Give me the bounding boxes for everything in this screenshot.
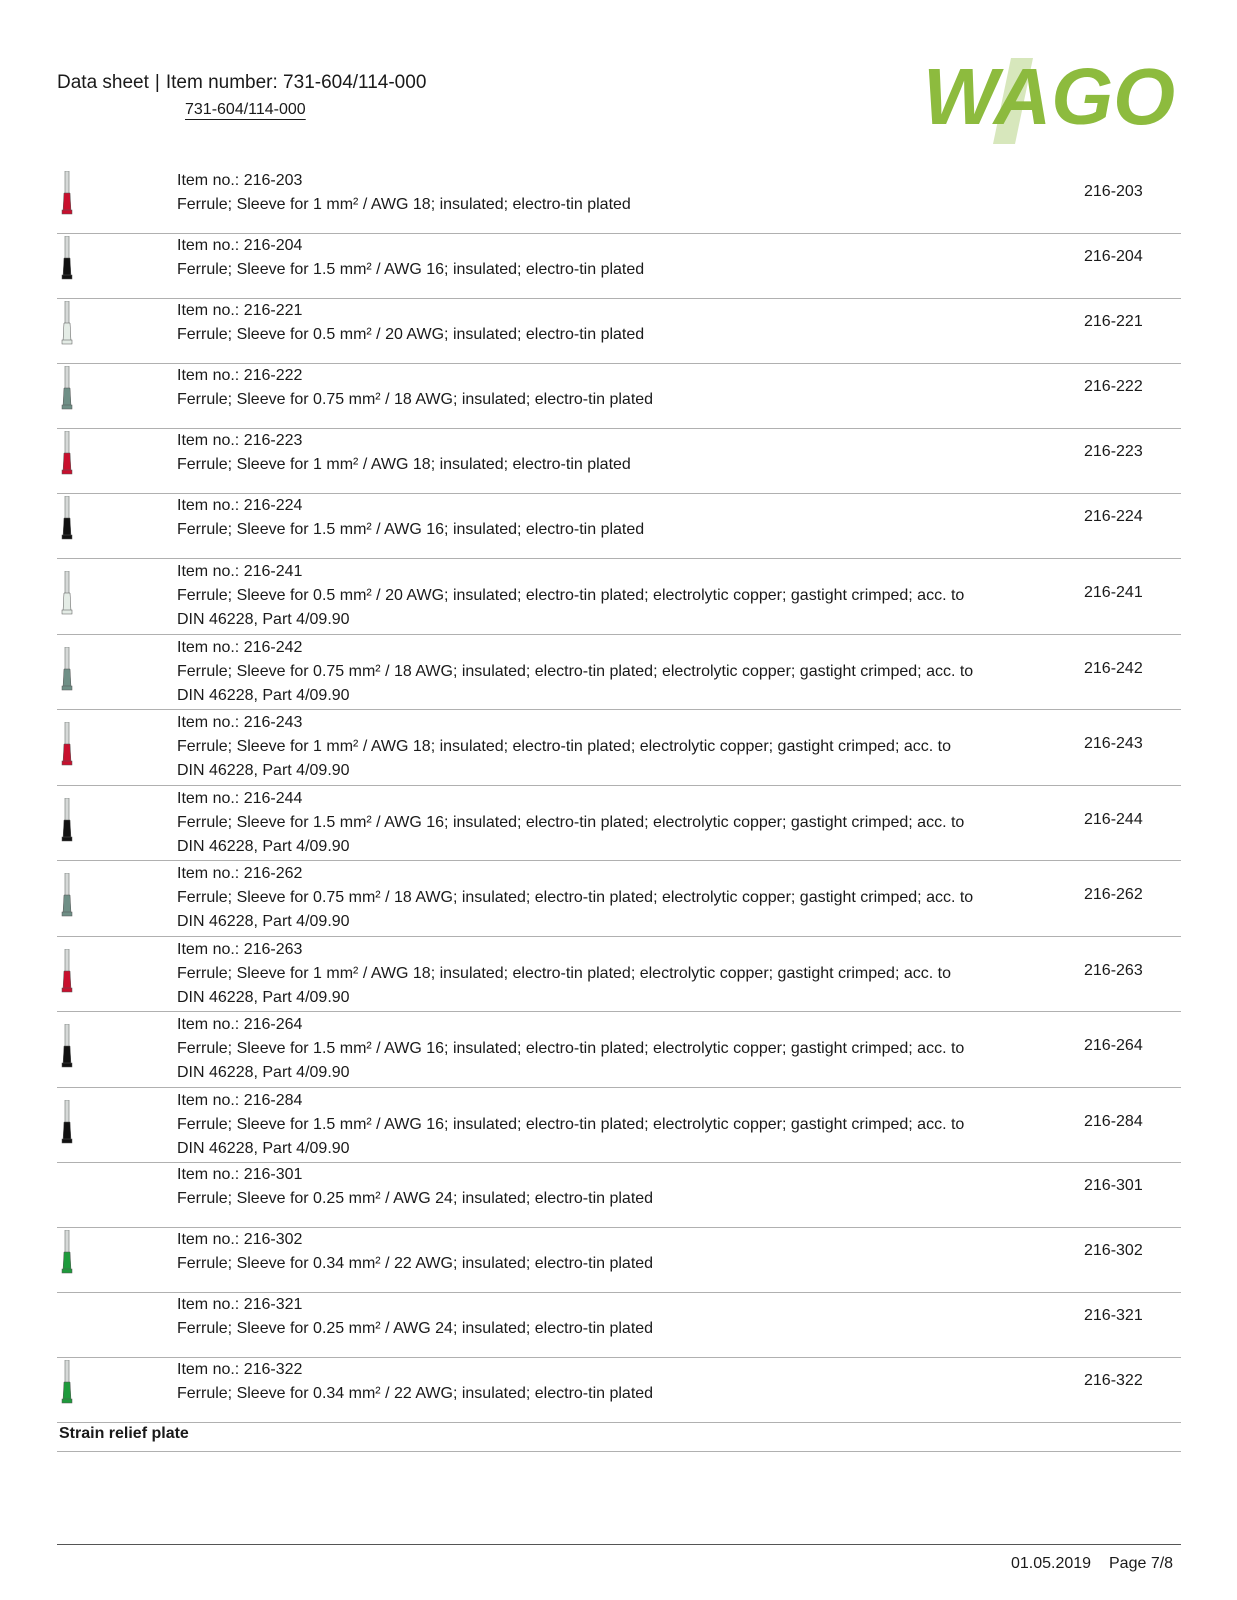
item-description: Ferrule; Sleeve for 1.5 mm² / AWG 16; insulated; electro-tin plated; electrolytic copper; gastight crimped; acc. to DIN 46228, Part 4/09.90 [177,813,965,855]
item-description: Ferrule; Sleeve for 1.5 mm² / AWG 16; insulated; electro-tin plated [177,521,645,538]
item-code: 216-224 [1084,508,1143,525]
item-description: Ferrule; Sleeve for 0.34 mm² / 22 AWG; insulated; electro-tin plated [177,1255,654,1272]
list-item [57,710,1181,786]
list-item [57,635,1181,711]
ferrule-image [59,647,75,691]
item-description: Ferrule; Sleeve for 0.25 mm² / AWG 24; insulated; electro-tin plated [177,1190,654,1207]
item-number: Item no.: 216-224 [177,497,303,514]
item-description-block [177,1293,976,1341]
item-number: Item no.: 216-284 [177,1091,303,1109]
list-item [57,1088,1181,1164]
item-description-block [177,429,976,477]
ferrule-image [59,1230,75,1274]
ferrule-image [59,1360,75,1404]
list-item [57,494,1181,559]
item-code: 216-263 [1084,961,1143,979]
title-separator: | [154,72,160,93]
item-description-block [177,560,976,632]
item-description-block [177,711,976,783]
item-code: 216-321 [1084,1307,1143,1324]
footer-date: 01.05.2019 [1011,1555,1092,1572]
item-description: Ferrule; Sleeve for 1.5 mm² / AWG 16; insulated; electro-tin plated [177,261,645,278]
list-item [57,786,1181,862]
item-code: 216-264 [1084,1037,1143,1054]
item-number: Item no.: 216-223 [177,432,303,449]
item-code: 216-301 [1084,1177,1143,1194]
ferrule-image [59,1024,75,1068]
item-code: 216-243 [1084,735,1143,752]
list-item [57,1163,1181,1228]
item-description-block [177,862,976,934]
item-description-block [177,169,976,217]
item-number-link[interactable]: 731-604/114-000 [185,101,306,118]
footer-divider [57,1544,1181,1545]
footer-page-number: Page 7/8 [1109,1555,1174,1572]
item-description-block [177,1228,976,1276]
item-description: Ferrule; Sleeve for 0.34 mm² / 22 AWG; insulated; electro-tin plated [177,1385,654,1402]
list-item [57,364,1181,429]
list-item [57,559,1181,635]
item-description-block [177,1163,976,1211]
item-number: Item no.: 216-242 [177,638,303,656]
item-number: Item no.: 216-244 [177,789,303,807]
ferrule-image [59,571,75,615]
item-description: Ferrule; Sleeve for 0.75 mm² / 18 AWG; insulated; electro-tin plated; electrolytic copper; gastight crimped; acc. to DIN 46228, Part 4/09.90 [177,662,974,704]
item-description: Ferrule; Sleeve for 0.75 mm² / 18 AWG; insulated; electro-tin plated [177,391,654,408]
item-code: 216-204 [1084,248,1143,265]
item-description: Ferrule; Sleeve for 1.5 mm² / AWG 16; insulated; electro-tin plated; electrolytic copper; gastight crimped; acc. to DIN 46228, Part 4/09.90 [177,1040,965,1081]
item-description-block [177,364,976,412]
item-description: Ferrule; Sleeve for 0.5 mm² / 20 AWG; insulated; electro-tin plated; electrolytic copper; gastight crimped; acc. to DIN 46228, Part 4/09.90 [177,587,965,628]
item-code: 216-284 [1084,1112,1143,1130]
item-description: Ferrule; Sleeve for 1 mm² / AWG 18; insulated; electro-tin plated; electrolytic copper; gastight crimped; acc. to DIN 46228, Part 4/09.90 [177,738,951,779]
page-title [57,72,426,94]
list-item [57,861,1181,937]
ferrule-image [59,236,75,280]
item-code: 216-221 [1084,313,1143,330]
list-item [57,429,1181,494]
item-description: Ferrule; Sleeve for 1 mm² / AWG 18; insulated; electro-tin plated [177,456,631,473]
list-item [57,234,1181,299]
ferrule-image [59,949,75,993]
item-number: Item no.: 216-302 [177,1231,303,1248]
item-number: Item no.: 216-203 [177,172,303,189]
item-description: Ferrule; Sleeve for 1.5 mm² / AWG 16; insulated; electro-tin plated; electrolytic copper; gastight crimped; acc. to DIN 46228, Part 4/09.90 [177,1115,965,1157]
list-item [57,169,1181,234]
item-code: 216-242 [1084,659,1143,677]
item-number: Item no.: 216-221 [177,302,303,319]
item-code: 216-262 [1084,886,1143,903]
item-code: 216-302 [1084,1242,1143,1259]
item-number: Item no.: 216-321 [177,1296,303,1313]
item-description: Ferrule; Sleeve for 1 mm² / AWG 18; insulated; electro-tin plated; electrolytic copper; gastight crimped; acc. to DIN 46228, Part 4/09.90 [177,964,951,1006]
ferrule-image [59,873,75,917]
item-description-block [177,787,976,859]
wago-logo [923,58,1181,144]
item-code: 216-222 [1084,378,1143,395]
item-code: 216-223 [1084,443,1143,460]
accessory-list [57,169,1181,1452]
item-description: Ferrule; Sleeve for 0.75 mm² / 18 AWG; insulated; electro-tin plated; electrolytic copper; gastight crimped; acc. to DIN 46228, Part 4/09.90 [177,889,974,930]
ferrule-image [59,722,75,766]
wago-logo-text: WAGO [923,58,1175,141]
item-number: Item no.: 216-301 [177,1166,303,1183]
ferrule-image [59,798,75,842]
section-heading: Strain relief plate [57,1423,1181,1452]
list-item [57,299,1181,364]
item-code: 216-241 [1084,584,1143,601]
ferrule-image [59,431,75,475]
item-description-block [177,636,976,708]
list-item [57,1293,1181,1358]
doc-type-label: Data sheet [57,72,149,93]
item-number: Item no.: 216-264 [177,1016,303,1033]
ferrule-image [59,496,75,540]
item-description-block [177,1089,976,1161]
item-number: Item no.: 216-222 [177,367,303,384]
ferrule-image [59,301,75,345]
list-item [57,1228,1181,1293]
ferrule-image [59,171,75,215]
item-description-block [177,1013,976,1085]
ferrule-image [59,1100,75,1144]
item-number: Item no.: 216-243 [177,714,303,731]
item-description: Ferrule; Sleeve for 1 mm² / AWG 18; insulated; electro-tin plated [177,196,631,213]
item-description-block [177,234,976,282]
item-description-block [177,938,976,1010]
list-item [57,1012,1181,1088]
item-code: 216-244 [1084,810,1143,828]
list-item [57,937,1181,1013]
item-number: Item no.: 216-322 [177,1361,303,1378]
item-number-label: Item number: 731-604/114-000 [165,72,427,93]
item-description-block [177,1358,976,1406]
list-item [57,1358,1181,1423]
item-code: 216-322 [1084,1372,1143,1389]
item-code: 216-203 [1084,183,1143,200]
item-number: Item no.: 216-263 [177,940,303,958]
item-number: Item no.: 216-204 [177,237,303,254]
item-description-block [177,494,976,542]
item-description: Ferrule; Sleeve for 0.5 mm² / 20 AWG; insulated; electro-tin plated [177,326,645,343]
item-description-block [177,299,976,347]
item-number: Item no.: 216-262 [177,865,303,882]
item-description: Ferrule; Sleeve for 0.25 mm² / AWG 24; insulated; electro-tin plated [177,1320,654,1337]
item-number: Item no.: 216-241 [177,563,303,580]
ferrule-image [59,366,75,410]
